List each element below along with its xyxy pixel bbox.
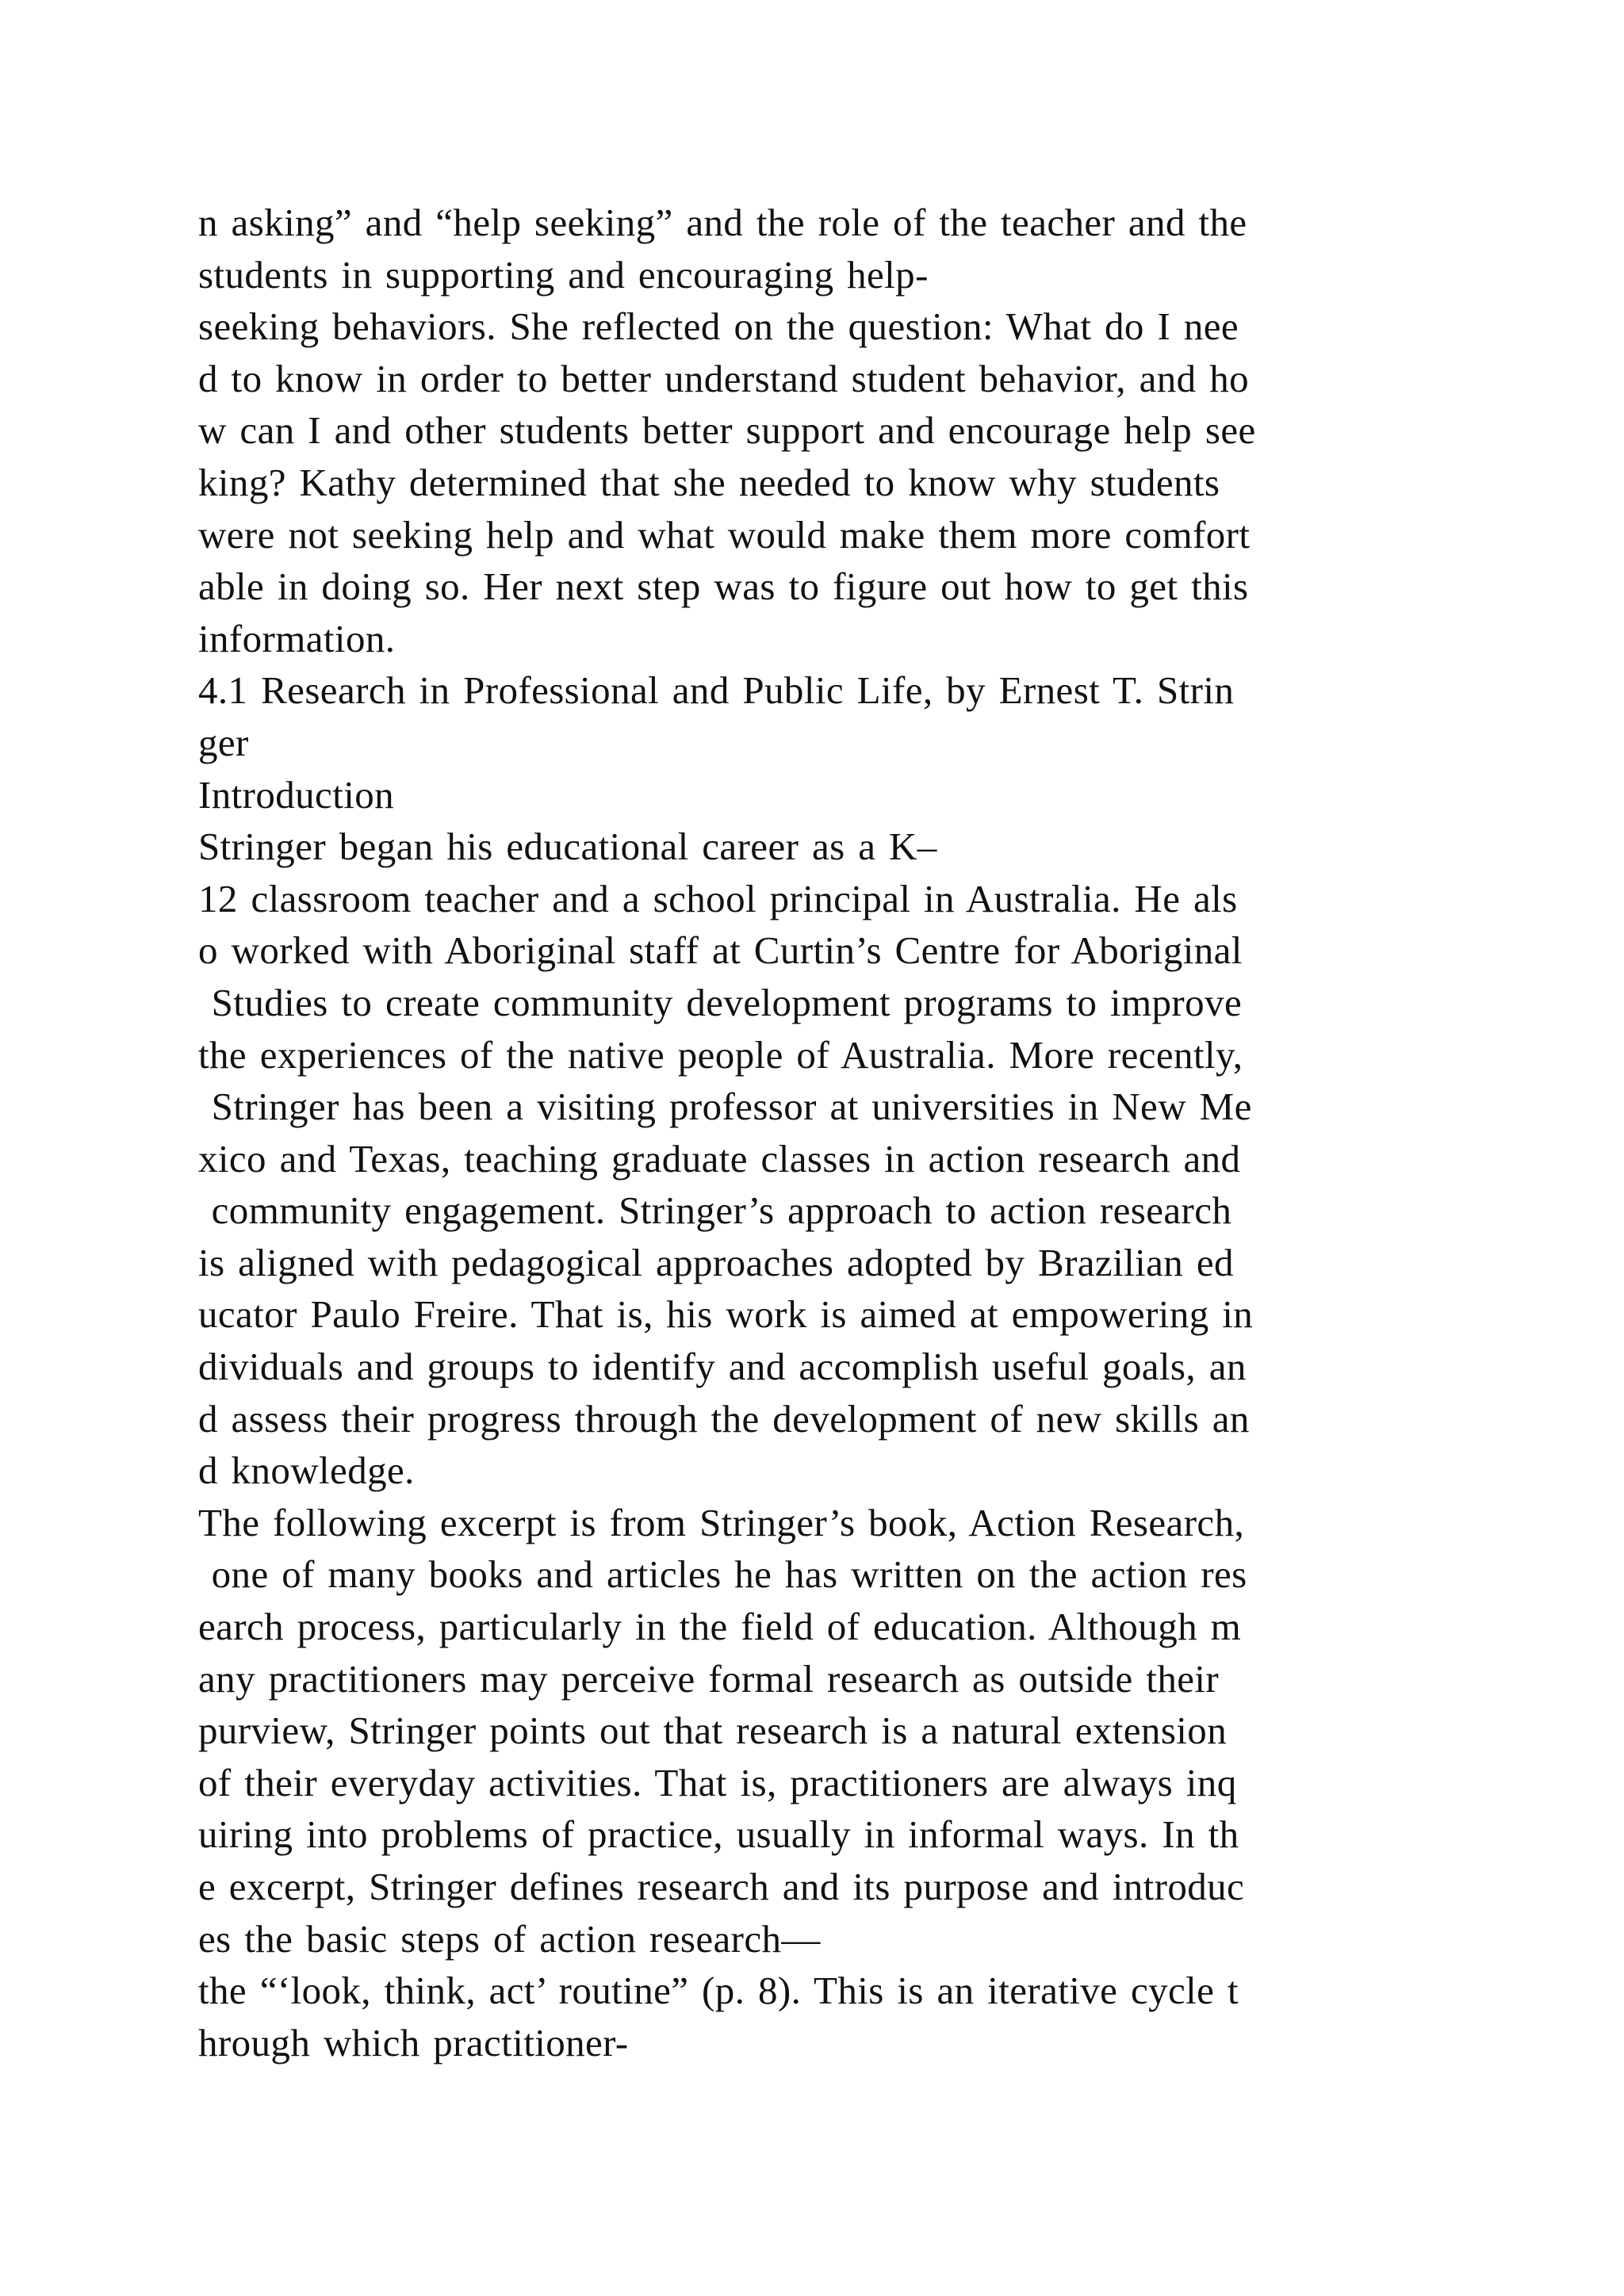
text-line: dividuals and groups to identify and accomplish useful goals, an: [198, 1345, 1247, 1389]
text-line: is aligned with pedagogical approaches adopted by Brazilian ed: [198, 1240, 1234, 1284]
text-line: n asking” and “help seeking” and the role of the teacher and the: [198, 201, 1247, 244]
body-text: [198, 197, 1435, 2068]
text-line: king? Kathy determined that she needed to know why students: [198, 460, 1220, 504]
text-line: The following excerpt is from Stringer’s book, Action Research,: [198, 1500, 1245, 1544]
text-line: purview, Stringer points out that research is a natural extension: [198, 1709, 1228, 1753]
text-line: one of many books and articles he has written on the action res: [198, 1552, 1247, 1597]
text-line: o worked with Aboriginal staff at Curtin’s Centre for Aboriginal: [198, 928, 1243, 973]
text-line: Stringer began his educational career as a K–: [198, 825, 937, 869]
subheading-introduction: Introduction: [198, 772, 395, 817]
section-heading-line: 4.1 Research in Professional and Public Life, by Ernest T. Strin: [198, 668, 1235, 713]
text-line: d assess their progress through the development of new skills an: [198, 1396, 1250, 1441]
text-line: information.: [198, 616, 396, 660]
text-line: w can I and other students better support and encourage help see: [198, 408, 1256, 453]
text-line: Studies to create community development programs to improve: [198, 980, 1243, 1024]
text-line: Stringer has been a visiting professor at universities in New Me: [198, 1085, 1252, 1129]
text-line: 12 classroom teacher and a school principal in Australia. He als: [198, 876, 1238, 920]
text-line: able in doing so. Her next step was to figure out how to get this: [198, 564, 1249, 609]
text-line: of their everyday activities. That is, practitioners are always inq: [198, 1760, 1237, 1804]
text-line: any practitioners may perceive formal research as outside their: [198, 1656, 1220, 1701]
text-line: hrough which practitioner-: [198, 2020, 629, 2064]
section-heading-line: ger: [198, 720, 249, 764]
text-line: ucator Paulo Freire. That is, his work is aimed at empowering in: [198, 1292, 1254, 1337]
text-line: es the basic steps of action research—: [198, 1916, 821, 1961]
text-line: seeking behaviors. She reflected on the question: What do I nee: [198, 304, 1239, 349]
text-line: d knowledge.: [198, 1448, 415, 1493]
text-line: e excerpt, Stringer defines research and its purpose and introduc: [198, 1865, 1245, 1908]
text-line: students in supporting and encouraging help-: [198, 252, 929, 297]
text-line: were not seeking help and what would make them more comfort: [198, 512, 1251, 557]
text-line: uiring into problems of practice, usually in informal ways. In th: [198, 1812, 1239, 1857]
text-line: community engagement. Stringer’s approach to action research: [198, 1188, 1232, 1233]
text-line: earch process, particularly in the field of education. Although m: [198, 1605, 1242, 1649]
text-line: the “‘look, think, act’ routine” (p. 8). This is an iterative cycle t: [198, 1969, 1239, 2013]
text-line: xico and Texas, teaching graduate classes in action research and: [198, 1136, 1241, 1181]
text-line: d to know in order to better understand student behavior, and ho: [198, 356, 1250, 400]
text-line: the experiences of the native people of Australia. More recently,: [198, 1032, 1243, 1077]
